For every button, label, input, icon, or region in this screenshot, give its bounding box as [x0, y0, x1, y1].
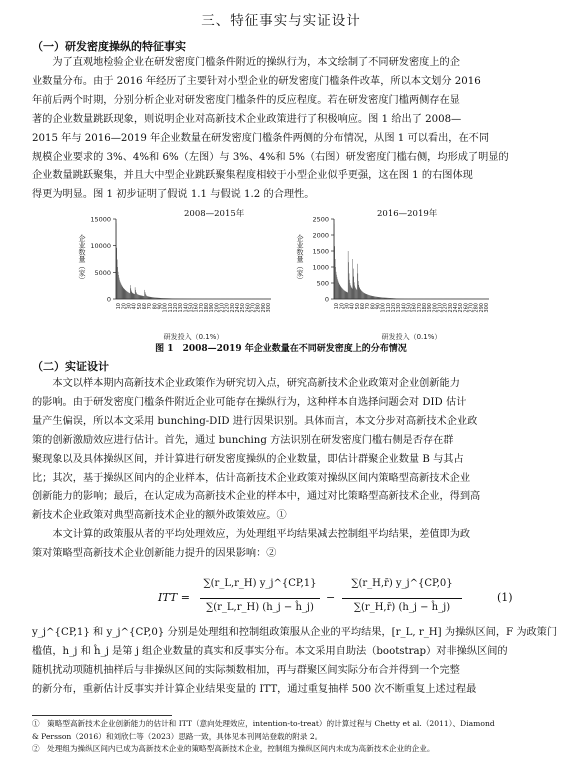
equation-lhs: ITT =: [158, 591, 190, 604]
equation-1: [120, 576, 540, 624]
subsection-title-1: （一）研发密度操纵的特征事实: [32, 40, 186, 53]
x-tick-label: 170: [416, 303, 423, 313]
figure-caption: 图 1 2008—2019 年企业数量在不同研发密度上的分布情况: [155, 344, 407, 354]
footnotes: [32, 718, 532, 756]
x-tick-label: 20: [339, 303, 346, 310]
x-axis-label: 研发投入（0.1%）: [163, 333, 224, 341]
y-tick-label: 2000: [312, 231, 329, 240]
x-axis-label: 研发投入（0.1%）: [381, 333, 442, 341]
x-tick-label: 230: [229, 303, 236, 313]
y-tick-label: 5000: [94, 268, 111, 277]
text-line: 聚现象以及具体操纵区间，并计算进行研发密度操纵的企业数量，即估计群聚企业数量 B 与其占: [32, 453, 464, 465]
x-tick-label: 210: [437, 303, 444, 313]
y-tick-label: 0: [324, 295, 329, 304]
x-tick-label: 250: [240, 303, 247, 313]
x-tick-label: 220: [224, 303, 231, 313]
x-tick-label: 50: [136, 303, 143, 310]
x-tick-label: 140: [183, 303, 190, 313]
x-tick-label: 280: [473, 303, 480, 313]
x-tick-label: 90: [157, 303, 164, 310]
text-line: 2015 年与 2016—2019 年企业数量在研发密度门槛条件两侧的分布情况，从图 1 可以看出，在不同: [32, 132, 490, 144]
x-tick-label: 250: [458, 303, 465, 313]
x-tick-label: 90: [375, 303, 382, 310]
x-tick-label: 260: [245, 303, 252, 313]
minus-sign: −: [326, 591, 336, 604]
fraction-bar: [200, 598, 320, 599]
text-line: y_j^{CP,1} 和 y_j^{CP,0} 分别是处理组和控制组政策服从企业的平均结果，[r_L, r_H] 为操纵区间，F 为政策门: [32, 627, 558, 638]
x-tick-label: 160: [411, 303, 418, 313]
text-line: 创新能力的影响；最后，在认定成为高新技术企业的样本中，通过对比策略型高新技术企业，得到高: [32, 491, 481, 503]
x-tick-label: 10: [334, 303, 341, 310]
left-chart-title: 2008—2015年: [184, 209, 245, 219]
x-tick-label: 70: [365, 303, 372, 310]
text-line: 比；其次，基于操纵区间内的企业样本，估计高新技术企业政策对操纵区间内策略型高新技术企业: [32, 472, 471, 484]
x-tick-label: 100: [162, 303, 169, 313]
x-tick-label: 80: [370, 303, 377, 310]
x-tick-label: 240: [235, 303, 241, 313]
x-tick-label: 180: [204, 303, 210, 313]
x-tick-label: 60: [142, 303, 148, 310]
x-tick-label: 130: [178, 303, 185, 313]
x-tick-label: 60: [360, 303, 366, 310]
y-tick-label: 0: [106, 295, 111, 304]
x-tick-label: 300: [266, 303, 272, 313]
x-tick-label: 20: [121, 303, 128, 310]
equation-numerator-1: ∑(r_L,r_H) y_j^{CP,1}: [203, 578, 317, 589]
section-title: 三、特征事实与实证设计: [201, 13, 361, 29]
text-line: 本文以样本期内高新技术企业政策作为研究切入点，研究高新技术企业政策对企业创新能力: [52, 378, 460, 389]
x-tick-label: 260: [463, 303, 470, 313]
text-line: 策的创新激励效应进行估计。首先，通过 bunching 方法识别在研发密度门槛右侧是否存在群: [32, 434, 454, 446]
x-tick-label: 200: [432, 303, 439, 313]
equation-numerator-2: ∑(r_H,r̄) y_j^{CP,0}: [351, 578, 453, 589]
text-line: 槛值，h_j 和 ĥ_j 是第 j 组企业数量的真实和反事实分布。本文采用自助法（bootstrap）对非操纵区间的: [32, 645, 508, 657]
figure-1: [72, 207, 502, 342]
text-line: 新技术企业政策对典型高新技术企业的额外政策效应。①: [32, 510, 287, 522]
right-chart: [290, 217, 495, 342]
x-tick-label: 150: [406, 303, 413, 313]
y-tick-label: 2500: [312, 217, 329, 224]
x-tick-label: 280: [255, 303, 262, 313]
x-tick-label: 220: [442, 303, 449, 313]
text-line: 策对策略型高新技术企业创新能力提升的因果影响：②: [32, 547, 277, 559]
x-tick-label: 300: [484, 303, 490, 313]
text-line: 业数量分布。由于 2016 年经历了主要针对小型企业的研发密度门槛条件改革，所以本文划分 2016: [32, 75, 481, 87]
x-tick-label: 80: [152, 303, 159, 310]
equation-number: (1): [497, 591, 513, 604]
x-tick-label: 270: [468, 303, 475, 313]
text-line: 量产生偏误，所以本文采用 bunching-DID 进行因果识别。具体而言，本文分步对高新技术企业政: [32, 415, 478, 427]
text-line: 为了直观地检验企业在研发密度门槛条件附近的操纵行为，本文绘制了不同研发密度上的企: [52, 57, 460, 68]
x-tick-label: 100: [380, 303, 387, 313]
text-line: 本文计算的政策服从者的平均处理效应，为处理组平均结果减去控制组平均结果，差值即为政: [52, 529, 471, 540]
equation-denominator-2: ∑(r_H,r̄) (h_j − ĥ_j): [353, 602, 451, 613]
footnote-1: ① 策略型高新技术企业创新能力的估计和 ITT（意向处理效应，intention-to-treat）的计算过程与 Chetty et al.（2011）、Diamond: [32, 719, 495, 728]
x-tick-label: 40: [349, 303, 356, 310]
text-line: 得更为明显。图 1 初步证明了假说 1.1 与假说 1.2 的合理性。: [32, 189, 315, 201]
x-tick-label: 120: [173, 303, 179, 313]
left-chart: [72, 217, 277, 342]
x-tick-label: 120: [391, 303, 397, 313]
text-line: 规模企业要求的 3%、4%和 6%（左图）与 3%、4%和 5%（右图）研发密度门槛右侧，均形成了明显的: [32, 151, 509, 163]
y-tick-label: 1500: [312, 247, 329, 256]
text-line: 著的企业数量跳跃现象，则说明企业对高新技术企业政策进行了积极响应。图 1 给出了 2008—: [32, 113, 462, 125]
paragraph-1: [32, 54, 532, 205]
text-line: 的影响。由于研发密度门槛条件附近企业可能存在操纵行为，这种样本自选择问题会对 DID 估计: [32, 396, 467, 408]
x-tick-label: 40: [131, 303, 138, 310]
x-tick-label: 130: [396, 303, 403, 313]
y-axis-label: 企业数量（家）: [296, 234, 304, 284]
y-tick-label: 10000: [90, 242, 111, 251]
x-tick-label: 290: [478, 303, 485, 313]
x-tick-label: 110: [167, 303, 174, 313]
x-tick-label: 170: [198, 303, 205, 313]
x-tick-label: 200: [214, 303, 221, 313]
x-tick-label: 50: [354, 303, 361, 310]
footnote-1-cont: & Persson（2016）和刘欣仁等（2023）思路一致，具体见本刊网站登载的附录 2。: [32, 731, 323, 741]
x-tick-label: 180: [422, 303, 428, 313]
text-line: 随机扰动项随机抽样后与非操纵区间的实际频数相加，再与群聚区间实际分布合并得到一个完整: [32, 664, 460, 676]
y-tick-label: 15000: [90, 217, 111, 224]
x-tick-label: 10: [116, 303, 123, 310]
x-tick-label: 160: [193, 303, 200, 313]
x-tick-label: 210: [219, 303, 226, 313]
right-chart-title: 2016—2019年: [377, 209, 438, 219]
x-tick-label: 30: [126, 303, 133, 310]
x-tick-label: 290: [260, 303, 267, 313]
y-axis-label: 企业数量（家）: [78, 234, 86, 284]
equation-denominator-1: ∑(r_L,r_H) (h_j − ĥ_j): [206, 602, 314, 613]
paragraph-3: [32, 526, 532, 564]
x-tick-label: 70: [147, 303, 154, 310]
text-line: 的新分布，重新估计反事实并计算企业结果变量的 ITT，通过重复抽样 500 次不断重复上述过程最: [32, 683, 477, 695]
y-tick-label: 500: [316, 279, 329, 288]
x-tick-label: 190: [209, 303, 216, 313]
text-line: 年前后两个时期，分别分析企业对研发密度门槛条件的反应程度。若在研发密度门槛两侧存在显: [32, 94, 460, 106]
x-tick-label: 240: [453, 303, 459, 313]
x-tick-label: 30: [344, 303, 351, 310]
subsection-title-2: （二）实证设计: [32, 360, 109, 373]
fraction-bar: [342, 598, 462, 599]
x-tick-label: 190: [427, 303, 434, 313]
y-tick-label: 1000: [312, 263, 329, 272]
text-line: 企业数量跳跃聚集，并且大中型企业跳跃聚集程度相较于小型企业似乎更强，这在图 1 的右图体现: [32, 170, 473, 182]
x-tick-label: 110: [385, 303, 392, 313]
x-tick-label: 230: [447, 303, 454, 313]
paragraph-4: [32, 624, 558, 700]
x-tick-label: 270: [250, 303, 257, 313]
footnote-2: ② 处理组为操纵区间内已成为高新技术企业的策略型高新技术企业，控制组为操纵区间内未成为高新技术企业的企业。: [32, 744, 435, 753]
x-tick-label: 150: [188, 303, 195, 313]
footnote-divider: [32, 715, 172, 716]
x-tick-label: 140: [401, 303, 408, 313]
paragraph-2: [32, 375, 532, 526]
